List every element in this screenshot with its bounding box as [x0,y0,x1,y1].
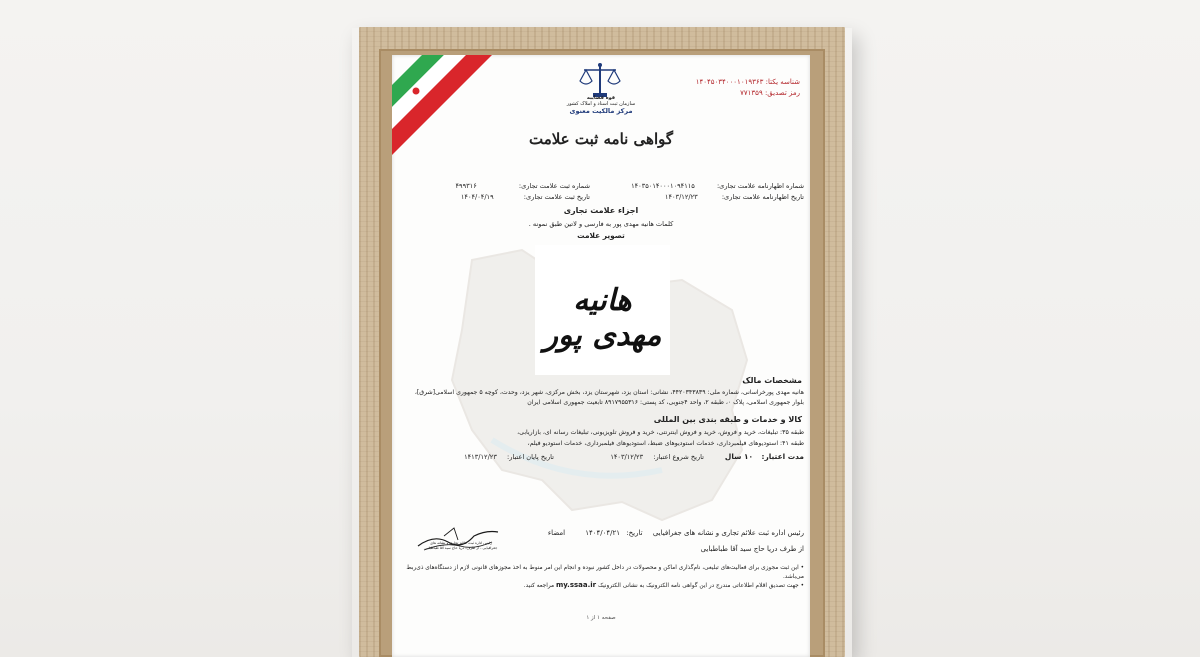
signature-mark [414,516,504,564]
verify-value: ۷۷۱۳۵۹ [740,89,763,97]
validity-label: مدت اعتبار: [761,452,804,461]
signatory-title: رئیس اداره ثبت علائم تجاری و نشانه های جغرافیایی [652,529,804,537]
registration-date-row [461,193,590,201]
sign-date-value: ۱۴۰۴/۰۴/۲۱ [585,529,621,537]
notes-block [398,564,804,591]
end-row [464,453,554,461]
sign-date-label: تاریخ: [626,529,643,537]
registration-no-label: شماره ثبت علامت تجاری: [518,182,590,190]
signatory-name: از طرف دریا حاج سید آقا طباطبایی [700,545,804,553]
note-2 [398,581,804,591]
signature-label: امضاء [547,529,566,537]
judiciary-label: قوه قضاییه [586,95,616,101]
declaration-date-value: ۱۴۰۳/۱۲/۲۳ [664,193,698,201]
validity-value: ۱۰ سال [724,452,753,461]
validity-row [725,452,804,461]
declaration-date-label: تاریخ اظهارنامه علامت تجاری: [721,193,804,201]
components-text: کلمات هانیه مهدی پور به فارسی و لاتین طبق نمونه . [528,220,674,228]
signature-stamp-text: رئیس اداره ثبت علائم تجاری و نشانه های جغرافیایی - از طرف: دریا حاج سید آقا طباطبایی [424,541,498,550]
verify-label: رمز تصدیق: [764,89,800,97]
end-label: تاریخ پایان اعتبار: [506,453,554,461]
signatory-row [548,529,804,537]
start-label: تاریخ شروع اعتبار: [653,453,704,461]
owner-heading: مشخصات مالک [742,376,802,385]
organization-block [542,95,660,115]
start-row [610,453,704,461]
registration-org-label: سازمان ثبت اسناد و املاک کشور [566,101,636,107]
owner-line-1: هانیه مهدی پورخراسانی، شماره ملی: ۴۴۲۰۳۴۳۸۳۹، نشانی: استان یزد، شهرستان یزد، بخش مرکزی، شهر یزد، وحدت، کوچه ۵ جمهوری اسلامی[شرق]، [414,389,804,396]
registration-no-row [456,182,590,190]
end-value: ۱۴۱۳/۱۲/۲۳ [464,453,497,461]
image-heading: تصویر علامت [577,231,625,240]
document-title: گواهی نامه ثبت علامت [528,130,674,148]
page-number: صفحه ۱ از ۱ [586,615,616,621]
serial-block [696,77,800,99]
note-2-end: مراجعه کنید. [523,583,555,590]
flag-ribbon [392,55,502,165]
registration-date-label: تاریخ ثبت علامت تجاری: [523,193,590,201]
registration-no-value: ۴۹۹۳۱۶ [455,182,477,190]
note-2-text: • جهت تصدیق اقلام اطلاعاتی مندرج در این گواهی نامه الکترونیک به نشانی الکترونیک [597,583,804,590]
declaration-no-row [631,182,804,190]
trademark-image [535,245,670,375]
verification-link[interactable]: my.ssaa.ir [555,581,597,590]
declaration-no-label: شماره اظهارنامه علامت تجاری: [716,182,804,190]
note-1: • این ثبت مجوزی برای فعالیت‌های تبلیغی، نام‌گذاری اماکن و محصولات در داخل کشور نبوده و انجام این امر منوط به اخذ مجوزهای قانونی لازم از دستگاه‌های ذی‌ربط می‌باشد. [406,565,804,580]
goods-line-2: طبقه ۴۱: استودیوهای فیلمبرداری، خدمات استودیوهای ضبط، استودیوهای فیلمبرداری، خدمات استودیو فیلم، [527,440,804,447]
registration-date-value: ۱۴۰۴/۰۴/۱۹ [460,193,494,201]
declaration-date-row [665,193,804,201]
declaration-no-value: ۱۴۰۳۵۰۱۴۰۰۰۱۰۹۴۱۱۵ [631,182,695,190]
goods-heading: کالا و خدمات و طبقه بندی بین المللی [653,415,802,424]
goods-line-1: طبقه ۳۵: تبلیغات، خرید و فروش، خرید و فروش اینترنتی، خرید و فروش تلویزیونی، تبلیغات رسانه ای، بازاریابی، [517,429,804,436]
serial-label: شناسه یکتا: [765,78,800,86]
certificate-paper [392,55,810,657]
start-value: ۱۴۰۳/۱۲/۲۳ [610,453,644,461]
trademark-text: هانیه مهدی پور [543,283,662,353]
components-heading: اجزاء علامت تجاری [563,206,639,215]
owner-line-2: بلوار جمهوری اسلامی، پلاک ۰، طبقه ۲، واحد ۴جنوبی، کد پستی: ۸۹۱۷۹۵۵۳۱۶ تابعیت جمهوری اسلامی ایران [527,399,804,406]
serial-value: ۱۴۰۴۵۰۳۴۰۰۰۱۰۱۹۳۶۳ [695,78,764,86]
center-label: مرکز مالکیت معنوی [569,107,633,115]
